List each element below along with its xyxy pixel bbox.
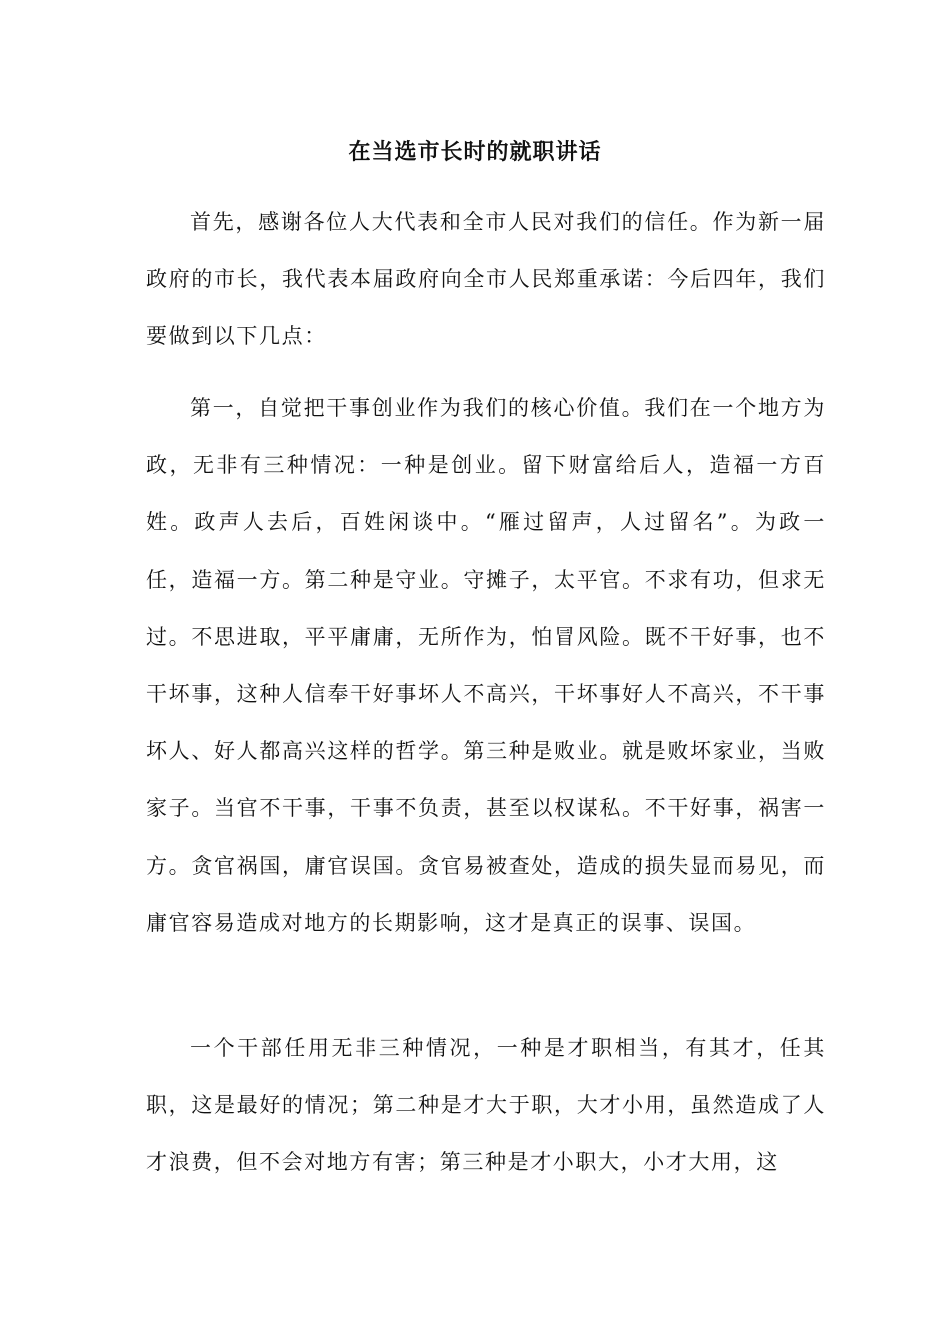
document-title: 在当选市长时的就职讲话	[348, 139, 602, 165]
paragraph-cadre-appointment: 一个干部任用无非三种情况，一种是才职相当，有其才，任其职，这是最好的情况；第二种是才大于职，大才小用，虽然造成了人才浪费，但不会对地方有害；第三种是才小职大，小才大用，这	[146, 1036, 826, 1175]
paragraph-intro: 首先，感谢各位人大代表和全市人民对我们的信任。作为新一届政府的市长，我代表本届政府向全市人民郑重承诺：今后四年，我们要做到以下几点：	[146, 210, 826, 349]
paragraph-first-point: 第一，自觉把干事创业作为我们的核心价值。我们在一个地方为政，无非有三种情况：一种是创业。留下财富给后人，造福一方百姓。政声人去后，百姓闲谈中。“雁过留声，人过留名”。为政一任，造福一方。第二种是守业。守摊子，太平官。不求有功，但求无过。不思进取，平平庸庸，无所作为，怕冒风险。既不干好事，也不干坏事，这种人信奉干好事坏人不高兴，干坏事好人不高兴，不干事坏人、好人都高兴这样的哲学。第三种是败业。就是败坏家业，当败家子。当官不干事，干事不负责，甚至以权谋私。不干好事，祸害一方。贪官祸国，庸官误国。贪官易被查处，造成的损失显而易见，而庸官容易造成对地方的长期影响，这才是真正的误事、误国。	[146, 396, 826, 935]
